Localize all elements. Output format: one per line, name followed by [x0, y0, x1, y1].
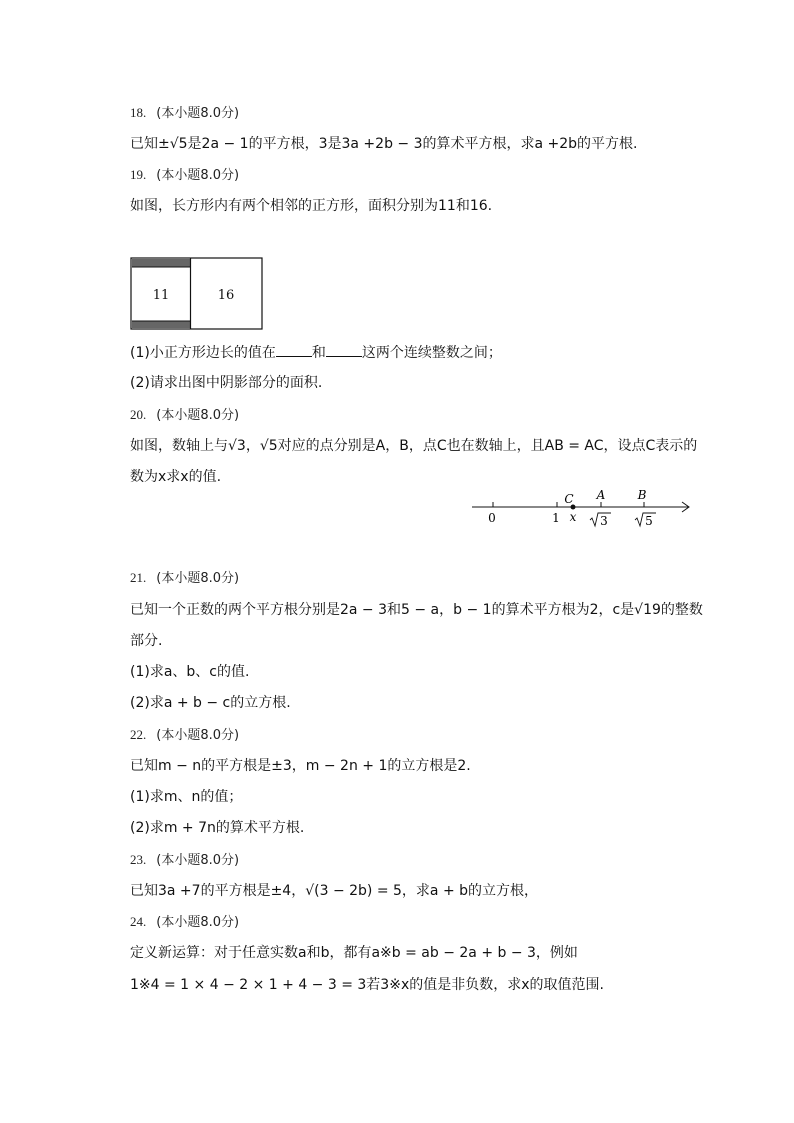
- question-18-header: [130, 103, 239, 124]
- answer-blank-1: [276, 342, 312, 357]
- small-square-label: 11: [152, 288, 170, 303]
- question-21-stem-line2: 部分.: [130, 633, 163, 649]
- question-number: 20.: [130, 407, 147, 422]
- label-sqrt3-radicand: 3: [600, 514, 608, 528]
- question-24-stem-line2: 1※4 = 1 × 4 − 2 × 1 + 4 − 3 = 3若3※x的值是非负数，求x的取值范围.: [130, 977, 604, 993]
- question-number: 24.: [130, 914, 147, 929]
- sub1-text-c: 这两个连续整数之间；: [361, 345, 502, 361]
- question-24-stem-line1: 定义新运算：对于任意实数a和b，都有a※b = ab − 2a + b − 3，例如: [130, 945, 578, 961]
- question-score: (本小题8.0分): [156, 853, 240, 868]
- question-22-stem: 已知m − n的平方根是±3，m − 2n + 1的立方根是2.: [130, 758, 471, 774]
- question-number: 19.: [130, 167, 147, 182]
- question-score: (本小题8.0分): [156, 106, 240, 121]
- question-21-sub2: (2)求a + b − c的立方根.: [130, 695, 291, 711]
- label-point-a: A: [596, 488, 606, 502]
- question-22-sub2: (2)求m + 7n的算术平方根.: [130, 820, 305, 836]
- question-score: (本小题8.0分): [156, 408, 240, 423]
- question-22-sub1: (1)求m、n的值；: [130, 789, 243, 805]
- outer-rectangle: [131, 258, 262, 329]
- question-21-stem-line1: 已知一个正数的两个平方根分别是2a − 3和5 − a，b − 1的算术平方根为2，c是√19的整数: [130, 602, 703, 618]
- question-19-sub2: (2)请求出图中阴影部分的面积.: [130, 375, 323, 391]
- question-23-header: [130, 850, 239, 871]
- question-21-sub1: (1)求a、b、c的值.: [130, 664, 250, 680]
- question-19-header: [130, 165, 239, 186]
- question-22-header: [130, 725, 239, 746]
- label-one: 1: [552, 511, 560, 525]
- label-x: x: [569, 510, 577, 524]
- answer-blank-2: [326, 342, 362, 357]
- question-score: (本小题8.0分): [156, 571, 240, 586]
- question-21-header: [130, 568, 239, 589]
- label-point-b: B: [637, 488, 647, 502]
- question-19-stem: 如图，长方形内有两个相邻的正方形，面积分别为11和16.: [130, 198, 493, 214]
- question-number: 18.: [130, 105, 147, 120]
- large-square-label: 16: [217, 288, 235, 303]
- question-24-header: [130, 912, 239, 933]
- number-line-figure: [470, 486, 696, 532]
- question-score: (本小题8.0分): [156, 168, 240, 183]
- question-score: (本小题8.0分): [156, 728, 240, 743]
- label-zero: 0: [488, 511, 496, 525]
- question-19-figure: [130, 256, 265, 332]
- shaded-region-bottom: [132, 321, 190, 328]
- question-number: 21.: [130, 570, 147, 585]
- sub1-text-a: (1)小正方形边长的值在: [130, 345, 276, 361]
- question-20-header: [130, 405, 239, 426]
- shaded-region-top: [132, 259, 190, 267]
- question-18-stem: 已知±√5是2a − 1的平方根，3是3a +2b − 3的算术平方根，求a +2b的平方根.: [130, 136, 638, 152]
- question-number: 23.: [130, 852, 147, 867]
- question-20-stem-line1: 如图，数轴上与√3，√5对应的点分别是A，B，点C也在数轴上，且AB = AC，设点C表示的: [130, 438, 698, 454]
- question-23-stem: 已知3a +7的平方根是±4，√(3 − 2b) = 5，求a + b的立方根，: [130, 883, 539, 899]
- question-score: (本小题8.0分): [156, 915, 240, 930]
- question-number: 22.: [130, 727, 147, 742]
- question-19-sub1: [130, 342, 502, 363]
- question-20-stem-line2: 数为x求x的值.: [130, 469, 222, 485]
- label-point-c: C: [564, 492, 574, 506]
- label-sqrt5-radicand: 5: [645, 514, 653, 528]
- sub1-text-b: 和: [311, 345, 326, 361]
